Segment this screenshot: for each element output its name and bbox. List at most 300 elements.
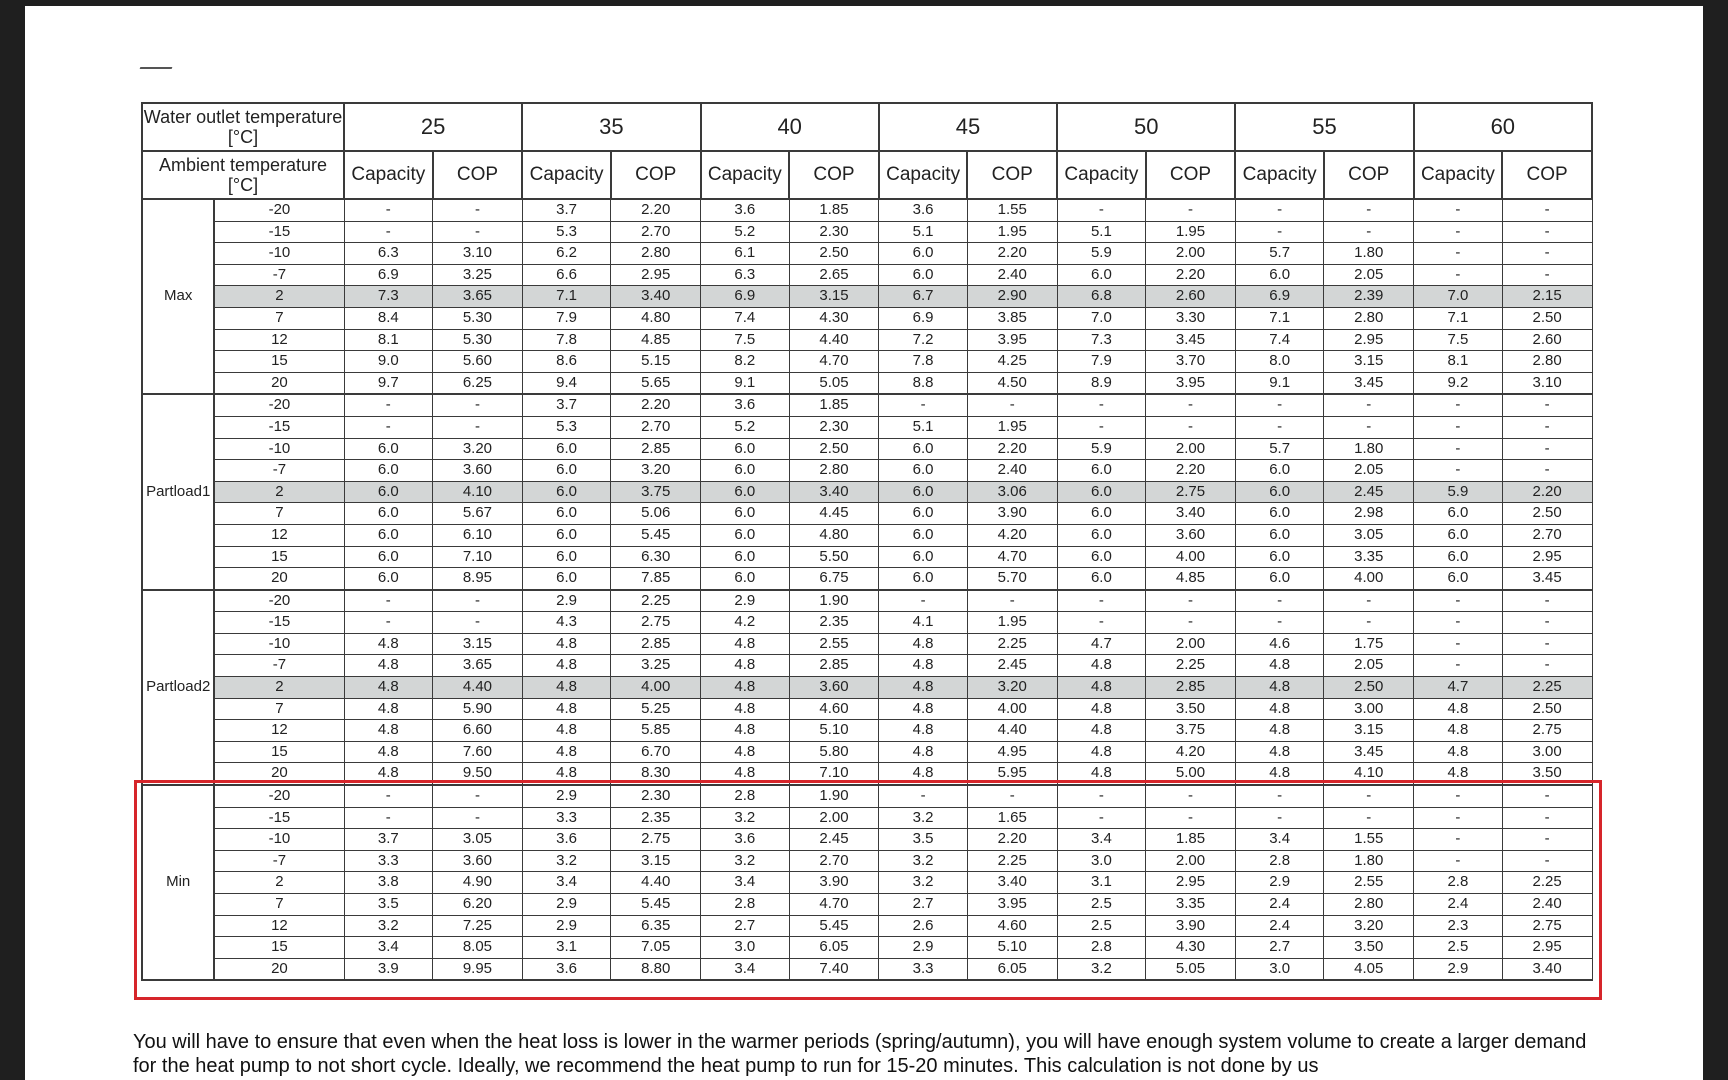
capacity-cell: 6.0 xyxy=(701,438,790,460)
capacity-cell: 6.0 xyxy=(879,481,968,503)
capacity-cell: 6.0 xyxy=(701,503,790,525)
cop-cell: 3.20 xyxy=(1324,915,1414,937)
capacity-cell: 4.3 xyxy=(522,612,611,634)
capacity-cell: 4.8 xyxy=(701,741,790,763)
capacity-cell: 2.4 xyxy=(1414,894,1503,916)
ambient-temp-cell: 7 xyxy=(214,698,344,720)
capacity-cell: 6.0 xyxy=(1057,481,1146,503)
cop-cell: 2.95 xyxy=(611,264,701,286)
cop-cell: - xyxy=(1502,438,1592,460)
capacity-cell: 4.8 xyxy=(344,677,433,699)
capacity-cell: 2.8 xyxy=(701,785,790,807)
capacity-cell: 3.2 xyxy=(522,850,611,872)
cop-cell: 3.00 xyxy=(1324,698,1414,720)
capacity-cell: 6.0 xyxy=(1235,524,1324,546)
table-row xyxy=(142,568,1592,590)
mode-label: Partload1 xyxy=(142,394,214,589)
mode-label: Partload2 xyxy=(142,590,214,785)
cop-cell: 2.20 xyxy=(967,829,1057,851)
table-row xyxy=(142,416,1592,438)
cop-cell: 3.95 xyxy=(1146,372,1236,394)
cop-cell: - xyxy=(433,590,523,612)
cop-cell: - xyxy=(1146,590,1236,612)
cop-cell: 5.30 xyxy=(433,307,523,329)
capacity-cell: 3.7 xyxy=(344,829,433,851)
capacity-cell: 9.1 xyxy=(1235,372,1324,394)
cop-cell: 1.80 xyxy=(1324,850,1414,872)
capacity-cell: 2.7 xyxy=(879,894,968,916)
capacity-cell: 6.0 xyxy=(1235,503,1324,525)
capacity-cell: 6.0 xyxy=(344,568,433,590)
cop-cell: - xyxy=(1146,416,1236,438)
capacity-cell: 7.1 xyxy=(1414,307,1503,329)
capacity-cell: 6.3 xyxy=(701,264,790,286)
cop-cell: 2.95 xyxy=(1502,546,1592,568)
capacity-cell: 3.6 xyxy=(701,394,790,416)
cop-cell: 4.00 xyxy=(1146,546,1236,568)
outlet-temp-header: 40 xyxy=(701,103,879,151)
capacity-cell: 3.8 xyxy=(344,872,433,894)
cop-cell: 1.65 xyxy=(967,807,1057,829)
capacity-cell: - xyxy=(344,221,433,243)
capacity-cell: - xyxy=(344,612,433,634)
capacity-cell: 2.4 xyxy=(1235,915,1324,937)
ambient-temp-cell: -10 xyxy=(214,829,344,851)
cop-cell: 8.95 xyxy=(433,568,523,590)
cop-cell: 3.50 xyxy=(1502,763,1592,785)
table-row xyxy=(142,958,1592,980)
cop-cell: 7.10 xyxy=(433,546,523,568)
capacity-cell: 7.9 xyxy=(1057,351,1146,373)
cop-cell: 2.50 xyxy=(1502,307,1592,329)
ambient-temp-cell: 20 xyxy=(214,958,344,980)
capacity-cell: - xyxy=(344,416,433,438)
cop-cell: 7.85 xyxy=(611,568,701,590)
cop-cell: 4.00 xyxy=(611,677,701,699)
cop-cell: 4.10 xyxy=(1324,763,1414,785)
capacity-cell: 7.3 xyxy=(344,286,433,308)
capacity-cell: - xyxy=(344,199,433,221)
cop-cell: 6.75 xyxy=(789,568,879,590)
capacity-cell: 5.1 xyxy=(879,416,968,438)
capacity-cell: 3.1 xyxy=(1057,872,1146,894)
capacity-cell: - xyxy=(1414,438,1503,460)
table-row xyxy=(142,741,1592,763)
cop-cell: 5.10 xyxy=(789,720,879,742)
cop-cell: - xyxy=(1502,829,1592,851)
capacity-cell: 5.9 xyxy=(1057,243,1146,265)
capacity-col-header: Capacity xyxy=(344,151,433,199)
capacity-cell: - xyxy=(1414,264,1503,286)
capacity-cell: 3.6 xyxy=(701,199,790,221)
ambient-temp-cell: -20 xyxy=(214,590,344,612)
capacity-cell: 6.0 xyxy=(701,524,790,546)
capacity-cell: 7.9 xyxy=(522,307,611,329)
body-paragraph: You will have to ensure that even when the heat loss is lower in the warmer periods (spring/autumn), you will have enough system volume to create a larger demand for the heat pump to not short cycle. Ideally, we recommend the heat pump to run for 15-20 minutes. This calculation is not done by us xyxy=(133,1031,1587,1077)
cop-cell: 3.15 xyxy=(789,286,879,308)
capacity-cell: 6.0 xyxy=(344,481,433,503)
capacity-cell: 4.8 xyxy=(344,655,433,677)
capacity-cell: 2.9 xyxy=(1235,872,1324,894)
cop-cell: 2.40 xyxy=(967,460,1057,482)
capacity-cell: 4.8 xyxy=(522,633,611,655)
table-row xyxy=(142,915,1592,937)
capacity-cell: 6.0 xyxy=(522,503,611,525)
capacity-cell: 4.8 xyxy=(522,655,611,677)
ambient-temp-cell: -10 xyxy=(214,438,344,460)
capacity-cell: 6.0 xyxy=(1414,503,1503,525)
cop-cell: - xyxy=(967,590,1057,612)
cop-cell: 6.35 xyxy=(611,915,701,937)
cop-cell: 3.65 xyxy=(433,655,523,677)
capacity-cell: 6.9 xyxy=(701,286,790,308)
cop-cell: 2.25 xyxy=(1502,872,1592,894)
cop-cell: 1.80 xyxy=(1324,243,1414,265)
capacity-cell: 3.0 xyxy=(1057,850,1146,872)
capacity-cell: - xyxy=(1414,199,1503,221)
capacity-cell: 3.3 xyxy=(879,958,968,980)
cop-cell: 4.80 xyxy=(611,307,701,329)
capacity-cell: 6.0 xyxy=(1414,568,1503,590)
ambient-temp-cell: 7 xyxy=(214,894,344,916)
capacity-cell: - xyxy=(1057,590,1146,612)
ambient-temp-cell: 15 xyxy=(214,741,344,763)
outlet-temp-header: 25 xyxy=(344,103,522,151)
cop-cell: - xyxy=(1324,221,1414,243)
capacity-cell: 3.6 xyxy=(879,199,968,221)
cop-cell: - xyxy=(1146,199,1236,221)
ambient-temp-cell: 2 xyxy=(214,677,344,699)
table-row xyxy=(142,937,1592,959)
capacity-cell: 4.8 xyxy=(344,741,433,763)
capacity-cell: 4.8 xyxy=(879,633,968,655)
capacity-cell: 6.9 xyxy=(879,307,968,329)
capacity-cell: 8.6 xyxy=(522,351,611,373)
capacity-cell: - xyxy=(1235,221,1324,243)
capacity-cell: 7.5 xyxy=(701,329,790,351)
capacity-cell: 4.8 xyxy=(344,698,433,720)
cop-cell: 2.30 xyxy=(789,416,879,438)
capacity-cell: 6.0 xyxy=(522,524,611,546)
cop-cell: 2.90 xyxy=(967,286,1057,308)
cop-cell: 2.25 xyxy=(1146,655,1236,677)
capacity-cell: 9.0 xyxy=(344,351,433,373)
capacity-cell: 6.0 xyxy=(879,460,968,482)
cop-cell: 1.85 xyxy=(1146,829,1236,851)
cop-cell: 2.20 xyxy=(1146,460,1236,482)
cop-cell: 1.95 xyxy=(1146,221,1236,243)
capacity-cell: - xyxy=(1235,199,1324,221)
cop-cell: 3.15 xyxy=(433,633,523,655)
capacity-cell: 2.9 xyxy=(522,915,611,937)
capacity-cell: 4.7 xyxy=(1414,677,1503,699)
cop-col-header: COP xyxy=(1502,151,1592,199)
ambient-temp-cell: 15 xyxy=(214,351,344,373)
capacity-cell: 4.2 xyxy=(701,612,790,634)
capacity-cell: - xyxy=(879,590,968,612)
cop-cell: - xyxy=(1502,199,1592,221)
cop-cell: 2.50 xyxy=(1502,503,1592,525)
capacity-cell: 3.4 xyxy=(701,872,790,894)
cop-cell: 2.80 xyxy=(1324,894,1414,916)
cop-cell: 5.10 xyxy=(967,937,1057,959)
capacity-cell: 2.4 xyxy=(1235,894,1324,916)
table-row xyxy=(142,612,1592,634)
cop-cell: 5.00 xyxy=(1146,763,1236,785)
cop-cell: - xyxy=(1324,807,1414,829)
ambient-temp-cell: -20 xyxy=(214,394,344,416)
capacity-cell: 2.5 xyxy=(1057,894,1146,916)
ambient-temp-cell: -7 xyxy=(214,850,344,872)
capacity-cell: 6.0 xyxy=(879,503,968,525)
capacity-cell: 6.8 xyxy=(1057,286,1146,308)
cop-cell: 2.00 xyxy=(1146,850,1236,872)
cop-cell: 2.55 xyxy=(789,633,879,655)
table-row xyxy=(142,850,1592,872)
capacity-cell: 2.9 xyxy=(522,590,611,612)
ambient-temp-cell: -15 xyxy=(214,221,344,243)
cop-cell: 3.90 xyxy=(967,503,1057,525)
capacity-cell: 4.8 xyxy=(1235,720,1324,742)
capacity-cell: 6.0 xyxy=(879,264,968,286)
capacity-cell: 3.4 xyxy=(1057,829,1146,851)
cop-cell: - xyxy=(1502,221,1592,243)
capacity-cell: 4.8 xyxy=(701,655,790,677)
cop-cell: 4.00 xyxy=(1324,568,1414,590)
capacity-cell: 4.8 xyxy=(1057,720,1146,742)
capacity-cell: 4.8 xyxy=(1235,741,1324,763)
capacity-col-header: Capacity xyxy=(701,151,790,199)
cop-cell: 2.30 xyxy=(611,785,701,807)
cop-cell: 3.90 xyxy=(789,872,879,894)
capacity-cell: 8.1 xyxy=(344,329,433,351)
cop-cell: 3.10 xyxy=(433,243,523,265)
performance-table xyxy=(141,102,1593,981)
table-row xyxy=(142,807,1592,829)
cop-cell: 3.95 xyxy=(967,894,1057,916)
cop-cell: 2.80 xyxy=(611,243,701,265)
cop-cell: 2.40 xyxy=(967,264,1057,286)
cop-cell: 6.05 xyxy=(967,958,1057,980)
capacity-cell: - xyxy=(1414,394,1503,416)
capacity-cell: 4.8 xyxy=(1057,741,1146,763)
cop-cell: 3.06 xyxy=(967,481,1057,503)
cop-col-header: COP xyxy=(611,151,701,199)
cop-cell: 1.85 xyxy=(789,199,879,221)
ambient-temp-cell: -15 xyxy=(214,612,344,634)
cop-cell: 2.39 xyxy=(1324,286,1414,308)
cop-col-header: COP xyxy=(789,151,879,199)
capacity-cell: 2.5 xyxy=(1057,915,1146,937)
cop-cell: 3.75 xyxy=(1146,720,1236,742)
cop-cell: 1.75 xyxy=(1324,633,1414,655)
cop-cell: - xyxy=(1502,416,1592,438)
cop-cell: 7.60 xyxy=(433,741,523,763)
document-page xyxy=(25,6,1703,1080)
capacity-cell: 8.8 xyxy=(879,372,968,394)
cop-cell: 1.95 xyxy=(967,416,1057,438)
cop-cell: 4.00 xyxy=(967,698,1057,720)
cop-col-header: COP xyxy=(1324,151,1414,199)
capacity-cell: 6.0 xyxy=(522,460,611,482)
ambient-temp-cell: 7 xyxy=(214,503,344,525)
capacity-col-header: Capacity xyxy=(879,151,968,199)
cop-cell: - xyxy=(1502,612,1592,634)
capacity-cell: - xyxy=(1057,785,1146,807)
cop-cell: 3.60 xyxy=(433,850,523,872)
capacity-cell: 6.0 xyxy=(1235,460,1324,482)
cop-cell: 1.90 xyxy=(789,785,879,807)
cop-cell: 2.98 xyxy=(1324,503,1414,525)
capacity-cell: - xyxy=(879,394,968,416)
cop-cell: 4.70 xyxy=(967,546,1057,568)
cop-cell: 2.80 xyxy=(1324,307,1414,329)
cop-cell: 5.30 xyxy=(433,329,523,351)
capacity-cell: 6.0 xyxy=(522,568,611,590)
cop-cell: 2.85 xyxy=(611,438,701,460)
cop-cell: 3.60 xyxy=(1146,524,1236,546)
header-row-outlet xyxy=(142,103,1592,151)
capacity-cell: 3.2 xyxy=(701,850,790,872)
capacity-cell: 6.0 xyxy=(879,568,968,590)
cop-cell: 2.75 xyxy=(1502,720,1592,742)
capacity-cell: 3.2 xyxy=(1057,958,1146,980)
cop-cell: 5.60 xyxy=(433,351,523,373)
capacity-cell: - xyxy=(879,785,968,807)
capacity-cell: 4.8 xyxy=(701,720,790,742)
cop-cell: 3.15 xyxy=(611,850,701,872)
cop-cell: 2.70 xyxy=(611,221,701,243)
capacity-cell: 3.4 xyxy=(522,872,611,894)
capacity-cell: 4.8 xyxy=(522,698,611,720)
table-row xyxy=(142,524,1592,546)
capacity-cell: - xyxy=(1235,394,1324,416)
cop-cell: - xyxy=(433,199,523,221)
capacity-cell: 4.8 xyxy=(701,677,790,699)
cop-cell: - xyxy=(1324,199,1414,221)
table-row xyxy=(142,460,1592,482)
cop-cell: 2.45 xyxy=(1324,481,1414,503)
capacity-cell: 6.3 xyxy=(344,243,433,265)
capacity-cell: 4.8 xyxy=(879,698,968,720)
cop-cell: 7.25 xyxy=(433,915,523,937)
cop-cell: 5.45 xyxy=(789,915,879,937)
cop-cell: 4.50 xyxy=(967,372,1057,394)
cop-cell: 3.95 xyxy=(967,329,1057,351)
capacity-cell: 3.5 xyxy=(879,829,968,851)
cop-cell: 4.40 xyxy=(789,329,879,351)
cop-cell: 2.80 xyxy=(789,460,879,482)
cop-cell: 1.80 xyxy=(1324,438,1414,460)
capacity-cell: 2.9 xyxy=(1414,958,1503,980)
capacity-cell: 4.8 xyxy=(1414,698,1503,720)
cop-cell: 6.10 xyxy=(433,524,523,546)
table-row xyxy=(142,372,1592,394)
table-row xyxy=(142,633,1592,655)
cop-cell: 4.70 xyxy=(789,351,879,373)
cop-cell: 3.25 xyxy=(611,655,701,677)
cop-cell: 3.40 xyxy=(1502,958,1592,980)
capacity-cell: - xyxy=(1235,590,1324,612)
cop-cell: - xyxy=(1502,460,1592,482)
cop-cell: 4.85 xyxy=(1146,568,1236,590)
cop-cell: - xyxy=(967,785,1057,807)
capacity-cell: 5.9 xyxy=(1057,438,1146,460)
cop-cell: 3.45 xyxy=(1502,568,1592,590)
ambient-temp-cell: 15 xyxy=(214,937,344,959)
cop-cell: 2.25 xyxy=(611,590,701,612)
cop-cell: - xyxy=(1502,807,1592,829)
capacity-cell: 3.2 xyxy=(879,872,968,894)
table-row xyxy=(142,590,1592,612)
cop-cell: 3.40 xyxy=(967,872,1057,894)
cop-col-header: COP xyxy=(433,151,523,199)
capacity-cell: 3.7 xyxy=(522,394,611,416)
mode-label: Max xyxy=(142,199,214,394)
ambient-temp-cell: 20 xyxy=(214,372,344,394)
table-row xyxy=(142,307,1592,329)
ambient-temp-cell: 20 xyxy=(214,568,344,590)
ambient-temp-cell: 2 xyxy=(214,872,344,894)
cop-cell: 2.15 xyxy=(1502,286,1592,308)
cop-cell: 2.00 xyxy=(1146,633,1236,655)
capacity-cell: 6.0 xyxy=(879,546,968,568)
cop-cell: 2.00 xyxy=(789,807,879,829)
capacity-cell: - xyxy=(344,394,433,416)
cop-cell: 1.55 xyxy=(967,199,1057,221)
capacity-cell: 9.4 xyxy=(522,372,611,394)
cop-cell: 2.75 xyxy=(611,612,701,634)
capacity-cell: 4.8 xyxy=(879,677,968,699)
cop-cell: 3.05 xyxy=(433,829,523,851)
capacity-cell: 6.0 xyxy=(701,481,790,503)
cop-cell: 2.35 xyxy=(611,807,701,829)
capacity-cell: 7.4 xyxy=(1235,329,1324,351)
cop-cell: 8.80 xyxy=(611,958,701,980)
cop-cell: 3.20 xyxy=(611,460,701,482)
capacity-cell: 6.0 xyxy=(1235,568,1324,590)
cop-cell: 2.75 xyxy=(611,829,701,851)
cop-cell: - xyxy=(1502,394,1592,416)
cop-cell: 1.90 xyxy=(789,590,879,612)
cop-cell: - xyxy=(1146,807,1236,829)
cop-cell: 5.90 xyxy=(433,698,523,720)
cop-cell: 3.65 xyxy=(433,286,523,308)
capacity-cell: 3.3 xyxy=(344,850,433,872)
capacity-col-header: Capacity xyxy=(1235,151,1324,199)
capacity-cell: 7.5 xyxy=(1414,329,1503,351)
capacity-cell: 4.8 xyxy=(879,763,968,785)
capacity-cell: - xyxy=(1414,655,1503,677)
capacity-cell: - xyxy=(1414,850,1503,872)
cop-cell: 3.45 xyxy=(1324,372,1414,394)
cop-cell: 3.60 xyxy=(789,677,879,699)
capacity-cell: 2.5 xyxy=(1414,937,1503,959)
ambient-temp-cell: 2 xyxy=(214,286,344,308)
capacity-cell: - xyxy=(344,785,433,807)
cop-cell: 2.50 xyxy=(1324,677,1414,699)
capacity-cell: 6.0 xyxy=(344,438,433,460)
capacity-cell: 3.6 xyxy=(522,958,611,980)
cop-cell: 3.50 xyxy=(1146,698,1236,720)
cop-cell: - xyxy=(1324,612,1414,634)
cop-cell: 3.70 xyxy=(1146,351,1236,373)
capacity-col-header: Capacity xyxy=(1414,151,1503,199)
cop-cell: 5.05 xyxy=(789,372,879,394)
cop-cell: 1.55 xyxy=(1324,829,1414,851)
capacity-cell: 6.6 xyxy=(522,264,611,286)
capacity-cell: 5.3 xyxy=(522,221,611,243)
